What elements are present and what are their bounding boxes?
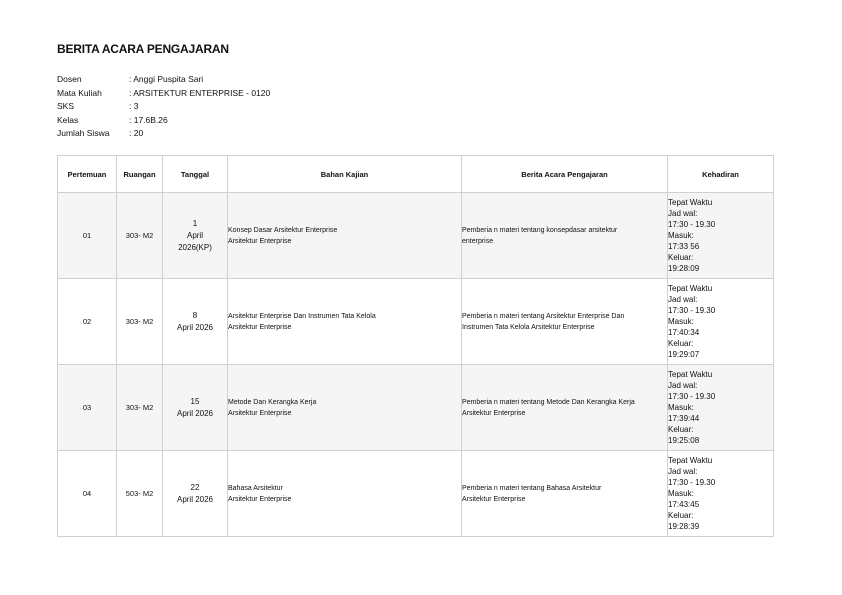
date-day: 1 bbox=[192, 218, 198, 228]
header-berita-acara: Berita Acara Pengajaran bbox=[462, 156, 668, 193]
check-out-value: 19:28:39 bbox=[668, 522, 700, 531]
cell-bahan-kajian bbox=[228, 193, 462, 279]
cell-pertemuan: 02 bbox=[58, 279, 117, 365]
cell-kehadiran bbox=[668, 279, 774, 365]
berita-line: Pemberia n materi tentang Arsitektur Enterprise Dan bbox=[462, 312, 625, 320]
cell-berita-acara bbox=[462, 451, 668, 537]
check-out-label: Keluar: bbox=[668, 253, 694, 262]
attendance-status: Tepat Waktu bbox=[668, 198, 713, 207]
table-row bbox=[58, 365, 774, 451]
cell-bahan-kajian bbox=[228, 365, 462, 451]
info-label: Mata Kuliah bbox=[57, 87, 102, 98]
header-kehadiran: Kehadiran bbox=[668, 156, 774, 193]
check-in-label: Masuk: bbox=[668, 403, 694, 412]
cell-ruangan: 303- M2 bbox=[117, 279, 163, 365]
berita-line: Pemberia n materi tentang Bahasa Arsitektur bbox=[462, 484, 602, 492]
cell-bahan-kajian bbox=[228, 279, 462, 365]
date-month: April 2026 bbox=[176, 408, 214, 418]
cell-berita-acara bbox=[462, 193, 668, 279]
schedule-label: Jad wal: bbox=[668, 381, 698, 390]
info-value: : 3 bbox=[129, 101, 139, 111]
cell-ruangan: 503- M2 bbox=[117, 451, 163, 537]
schedule-label: Jad wal: bbox=[668, 295, 698, 304]
check-out-value: 19:29:07 bbox=[668, 350, 700, 359]
check-out-label: Keluar: bbox=[668, 339, 694, 348]
schedule-label: Jad wal: bbox=[668, 467, 698, 476]
check-out-value: 19:28:09 bbox=[668, 264, 700, 273]
header-pertemuan: Pertemuan bbox=[58, 156, 117, 193]
check-in-value: 17:43:45 bbox=[668, 500, 700, 509]
bahan-line: Konsep Dasar Arsitektur Enterprise bbox=[228, 226, 338, 234]
cell-tanggal bbox=[163, 279, 228, 365]
info-label: Jumlah Siswa bbox=[57, 128, 110, 138]
cell-ruangan: 303- M2 bbox=[117, 365, 163, 451]
cell-kehadiran bbox=[668, 365, 774, 451]
info-value: : Anggi Puspita Sari bbox=[129, 74, 204, 84]
date-day: 22 bbox=[190, 482, 200, 492]
cell-pertemuan: 03 bbox=[58, 365, 117, 451]
cell-ruangan: 303- M2 bbox=[117, 193, 163, 279]
check-in-value: 17:33 56 bbox=[668, 242, 700, 251]
berita-line: Arsitektur Enterprise bbox=[462, 409, 526, 417]
date-extra: 2026(KP) bbox=[178, 242, 212, 252]
date-month: April 2026 bbox=[176, 494, 214, 504]
info-row-jumlah-siswa bbox=[57, 127, 270, 141]
berita-line: Pemberia n materi tentang Metode Dan Kerangka Kerja bbox=[462, 398, 635, 406]
table-row bbox=[58, 279, 774, 365]
bahan-line: Arsitektur Enterprise bbox=[228, 409, 292, 417]
info-row-kelas bbox=[57, 114, 270, 128]
attendance-table bbox=[57, 155, 774, 537]
bahan-line: Arsitektur Enterprise bbox=[228, 495, 292, 503]
berita-line: Arsitektur Enterprise bbox=[462, 495, 526, 503]
check-out-label: Keluar: bbox=[668, 511, 694, 520]
schedule-value: 17:30 - 19.30 bbox=[668, 478, 716, 487]
check-in-label: Masuk: bbox=[668, 489, 694, 498]
check-in-label: Masuk: bbox=[668, 317, 694, 326]
info-label: Kelas bbox=[57, 114, 79, 125]
header-tanggal: Tanggal bbox=[163, 156, 228, 193]
header-ruangan: Ruangan bbox=[117, 156, 163, 193]
check-in-value: 17:39:44 bbox=[668, 414, 700, 423]
table-row bbox=[58, 451, 774, 537]
table-row bbox=[58, 193, 774, 279]
info-label: SKS bbox=[57, 101, 75, 111]
info-row-mata-kuliah bbox=[57, 87, 270, 101]
bahan-line: Metode Dan Kerangka Kerja bbox=[228, 398, 317, 406]
date-month: April bbox=[186, 230, 203, 240]
table-header-row bbox=[58, 156, 774, 193]
schedule-value: 17:30 - 19.30 bbox=[668, 392, 716, 401]
date-month: April 2026 bbox=[176, 322, 214, 332]
schedule-value: 17:30 - 19.30 bbox=[668, 220, 716, 229]
schedule-label: Jad wal: bbox=[668, 209, 698, 218]
info-value: : 17.6B.26 bbox=[129, 114, 168, 125]
schedule-value: 17:30 - 19.30 bbox=[668, 306, 716, 315]
cell-bahan-kajian bbox=[228, 451, 462, 537]
cell-tanggal bbox=[163, 365, 228, 451]
check-in-value: 17:40:34 bbox=[668, 328, 700, 337]
bahan-line: Arsitektur Enterprise bbox=[228, 237, 292, 245]
cell-tanggal bbox=[163, 451, 228, 537]
cell-berita-acara bbox=[462, 365, 668, 451]
page-title: BERITA ACARA PENGAJARAN bbox=[57, 42, 229, 56]
cell-berita-acara bbox=[462, 279, 668, 365]
bahan-line: Arsitektur Enterprise Dan Instrumen Tata Kelola bbox=[228, 312, 376, 320]
bahan-line: Bahasa Arsitektur bbox=[228, 484, 283, 492]
date-day: 15 bbox=[190, 396, 200, 406]
info-value: : ARSITEKTUR ENTERPRISE - 0120 bbox=[129, 87, 271, 98]
header-bahan-kajian: Bahan Kajian bbox=[228, 156, 462, 193]
info-value: : 20 bbox=[129, 128, 144, 138]
info-label: Dosen bbox=[57, 74, 82, 84]
attendance-status: Tepat Waktu bbox=[668, 456, 713, 465]
attendance-status: Tepat Waktu bbox=[668, 284, 713, 293]
attendance-status: Tepat Waktu bbox=[668, 370, 713, 379]
info-row-sks bbox=[57, 100, 270, 114]
cell-tanggal bbox=[163, 193, 228, 279]
info-row-dosen bbox=[57, 73, 270, 87]
cell-kehadiran bbox=[668, 193, 774, 279]
date-day: 8 bbox=[192, 310, 198, 320]
cell-kehadiran bbox=[668, 451, 774, 537]
berita-line: enterprise bbox=[462, 237, 494, 245]
bahan-line: Arsitektur Enterprise bbox=[228, 323, 292, 331]
check-out-label: Keluar: bbox=[668, 425, 694, 434]
cell-pertemuan: 04 bbox=[58, 451, 117, 537]
berita-line: Pemberia n materi tentang konsepdasar arsitektur bbox=[462, 226, 618, 234]
berita-line: Instrumen Tata Kelola Arsitektur Enterprise bbox=[462, 323, 595, 331]
course-info bbox=[57, 73, 270, 141]
check-in-label: Masuk: bbox=[668, 231, 694, 240]
cell-pertemuan: 01 bbox=[58, 193, 117, 279]
check-out-value: 19:25:08 bbox=[668, 436, 700, 445]
